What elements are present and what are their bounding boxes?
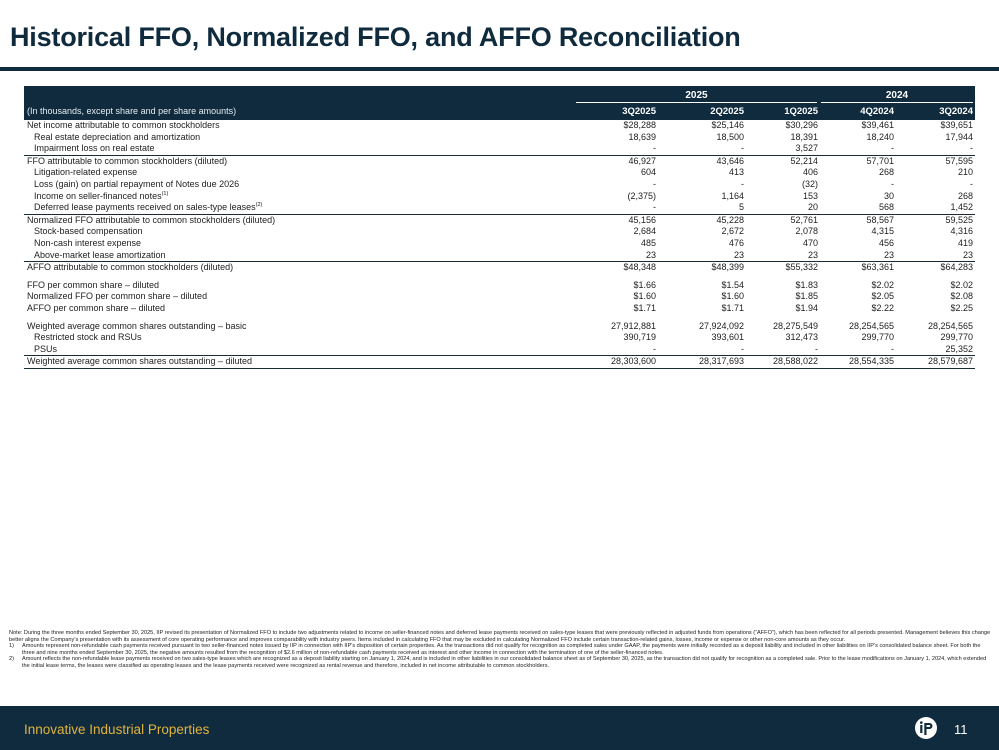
table-cell: 45,156	[628, 214, 656, 225]
table-cell: $1.71	[721, 302, 744, 313]
table-row	[24, 132, 975, 144]
footnote-2-number: 2)	[9, 656, 14, 663]
table-row	[24, 202, 975, 214]
row-label-text: Net income attributable to common stockholders	[27, 120, 220, 130]
table-cell: $63,361	[861, 262, 894, 273]
table-cell: 57,595	[945, 155, 973, 166]
row-label-text: Normalized FFO per common share – diluted	[27, 291, 208, 302]
table-row	[24, 120, 975, 132]
row-label	[27, 356, 252, 368]
table-cell: $39,461	[861, 120, 894, 130]
table-cell: 28,254,565	[927, 320, 973, 331]
footer-bar	[0, 706, 999, 750]
table-cell: 25,352	[945, 343, 973, 354]
column-header-row	[24, 106, 975, 118]
row-label	[34, 132, 200, 144]
table-cell: -	[741, 178, 744, 189]
table-row	[24, 332, 975, 344]
table-row	[24, 191, 975, 203]
table-cell: $1.66	[633, 279, 656, 290]
column-header: 1Q2025	[784, 106, 818, 117]
footnote-1	[9, 643, 991, 656]
table-cell: $2.22	[871, 302, 894, 313]
table-cell: $1.83	[795, 279, 818, 290]
table-row	[24, 143, 975, 155]
row-label-text: FFO attributable to common stockholders (diluted)	[27, 155, 228, 166]
table-cell: 18,500	[716, 131, 744, 142]
table-cell: $1.60	[633, 291, 656, 302]
column-header: 3Q2024	[939, 106, 973, 117]
table-row	[24, 321, 975, 333]
row-label	[34, 191, 168, 203]
table-row	[24, 291, 975, 303]
table-row	[24, 155, 975, 168]
table-cell: 1,452	[950, 202, 973, 213]
row-label-text: Above-market lease amortization	[34, 249, 166, 260]
table-cell: $55,332	[785, 262, 818, 273]
table-cell: $48,399	[711, 262, 744, 273]
table-cell: -	[891, 178, 894, 189]
table-cell: 23	[807, 249, 818, 260]
row-label-text: Weighted average common shares outstanding – diluted	[27, 356, 252, 367]
row-label-text: Real estate depreciation and amortization	[34, 131, 201, 142]
row-label	[34, 226, 143, 238]
table-row	[24, 250, 975, 262]
footnote-1-number: 1)	[9, 643, 14, 650]
table-cell: 268	[878, 167, 894, 178]
table-row	[24, 261, 975, 274]
table-cell: (2,375)	[627, 190, 656, 201]
row-label	[27, 280, 159, 292]
row-label	[27, 262, 233, 274]
row-label-text: Loss (gain) on partial repayment of Notes due 2026	[34, 178, 240, 189]
table-cell: 28,275,549	[772, 320, 818, 331]
table-row	[24, 355, 975, 369]
year-group-2024: 2024	[885, 90, 909, 101]
table-cell: 30	[883, 190, 894, 201]
footnote-2	[9, 656, 991, 669]
table-cell: 59,525	[945, 214, 973, 225]
row-label	[27, 291, 207, 303]
table-cell: 5	[738, 202, 744, 213]
table-cell: $25,146	[711, 120, 744, 130]
table-row	[24, 214, 975, 227]
table-cell: 2,684	[633, 226, 656, 237]
table-row	[24, 344, 975, 356]
table-row	[24, 167, 975, 179]
row-label-text: Weighted average common shares outstanding – basic	[27, 320, 247, 331]
table-cell: -	[653, 202, 656, 213]
row-label	[34, 344, 57, 356]
row-label	[34, 202, 262, 214]
table-cell: 153	[802, 190, 818, 201]
iip-logo-icon	[914, 716, 938, 740]
footnotes	[9, 630, 991, 670]
title-rule	[0, 67, 999, 71]
footnote-1-text: Amounts represent non-refundable cash payments received pursuant to two seller-financed notes issued by IIP in connection with IIP’s disposition of certain properties. As the transactions did not qualify for recognition as completed sales under GAAP, the payments were initially recorded as a deposit liability and included in other liabilities on IIP’s consolidated balance sheet. For both the three and nine months ended September 30, 2025, the negative amounts resulted from the recognition of $2.6 million of non-refundable cash payments received as interest and other income in connection with the termination of one of the seller-financed notes.	[22, 643, 981, 656]
table-cell: 45,228	[716, 214, 744, 225]
table-cell: 476	[728, 237, 744, 248]
table-cell: 28,254,565	[848, 320, 894, 331]
row-label	[27, 120, 220, 132]
table-cell: $1.54	[721, 279, 744, 290]
table-cell: 4,316	[950, 226, 973, 237]
table-cell: 2,078	[795, 226, 818, 237]
table-header	[24, 86, 975, 120]
table-cell: 27,912,881	[610, 320, 656, 331]
table-cell: 470	[802, 237, 818, 248]
table-cell: 3,527	[795, 143, 818, 154]
table-cell: $30,296	[785, 120, 818, 130]
column-header: 2Q2025	[710, 106, 744, 117]
table-cell: -	[653, 178, 656, 189]
table-cell: 18,240	[866, 131, 894, 142]
year-group-2025: 2025	[685, 90, 708, 101]
row-label	[27, 156, 227, 168]
year-group-2024-rule	[821, 102, 973, 103]
units-label: (In thousands, except share and per share amounts)	[27, 106, 237, 116]
table-cell: 43,646	[716, 155, 744, 166]
table-cell: 52,761	[790, 214, 818, 225]
table-cell: 604	[640, 167, 656, 178]
table-cell: 20	[807, 202, 818, 213]
table-cell: $2.05	[871, 291, 894, 302]
table-cell: 28,554,335	[848, 356, 894, 367]
table-cell: -	[970, 178, 973, 189]
row-label-text: AFFO attributable to common stockholders (diluted)	[27, 262, 234, 273]
row-label-text: Normalized FFO attributable to common stockholders (diluted)	[27, 214, 276, 225]
table-cell: 17,944	[945, 131, 973, 142]
table-cell: 28,303,600	[610, 356, 656, 367]
row-label	[34, 179, 239, 191]
table-cell: 312,473	[785, 332, 818, 343]
table-row	[24, 303, 975, 315]
row-label-text: Restricted stock and RSUs	[34, 332, 142, 343]
table-cell: $39,651	[940, 120, 973, 130]
table-cell: 28,317,693	[698, 356, 744, 367]
table-cell: 27,924,092	[698, 320, 744, 331]
table-cell: -	[891, 143, 894, 154]
table-cell: 23	[962, 249, 973, 260]
table-cell: 210	[957, 167, 973, 178]
page-title: Historical FFO, Normalized FFO, and AFFO Reconciliation	[10, 22, 741, 52]
row-label-text: FFO per common share – diluted	[27, 279, 160, 290]
table-cell: $1.71	[633, 302, 656, 313]
row-label	[34, 238, 141, 250]
table-cell: 23	[883, 249, 894, 260]
table-cell: 419	[957, 237, 973, 248]
table-cell: 1,164	[721, 190, 744, 201]
footnote-2-text: Amount reflects the non-refundable lease payments received on two sales-type leases which are recognized as a deposit liability starting on January 1, 2024, and is included in other liabilities in our consolidated balance sheet as of September 30, 2025, as the transaction did not qualify for recognition as a completed sale. Prior to the lease modifications on January 1, 2024, which extended the initial lease terms, the leases were classified as operating leases and the lease payments received were recognized as rental revenue and therefore, included in net income attributable to common stockholders.	[22, 656, 987, 669]
company-name: Innovative Industrial Properties	[24, 722, 210, 737]
row-label-text: AFFO per common share – diluted	[27, 302, 166, 313]
table-cell: $28,288	[623, 120, 656, 130]
table-cell: $1.94	[795, 302, 818, 313]
footnote-marker: (2)	[255, 202, 263, 209]
table-cell: 456	[878, 237, 894, 248]
row-label-text: PSUs	[34, 343, 58, 354]
table-cell: $64,283	[940, 262, 973, 273]
table-row	[24, 226, 975, 238]
table-cell: -	[891, 343, 894, 354]
row-label-text: Deferred lease payments received on sales-type leases	[34, 202, 256, 213]
table-cell: 23	[645, 249, 656, 260]
table-cell: -	[653, 143, 656, 154]
table-cell: 568	[878, 202, 894, 213]
table-cell: $48,348	[623, 262, 656, 273]
table-cell: 2,672	[721, 226, 744, 237]
table-cell: 18,639	[628, 131, 656, 142]
row-label	[34, 250, 166, 262]
table-cell: 299,770	[940, 332, 973, 343]
table-cell: $2.02	[871, 279, 894, 290]
table-cell: (32)	[801, 178, 818, 189]
table-cell: $1.60	[721, 291, 744, 302]
row-label	[34, 332, 142, 344]
table-cell: $1.85	[795, 291, 818, 302]
footnote-marker: (1)	[161, 190, 169, 197]
row-label-text: Income on seller-financed notes	[34, 190, 162, 201]
row-label-text: Non-cash interest expense	[34, 237, 142, 248]
page-number: 11	[954, 722, 968, 737]
table-cell: 268	[957, 190, 973, 201]
table-row	[24, 280, 975, 292]
row-label-text: Stock-based compensation	[34, 226, 143, 237]
row-label	[34, 167, 137, 179]
table-body	[24, 120, 975, 369]
row-label	[34, 143, 155, 155]
table-cell: 393,601	[711, 332, 744, 343]
row-label-text: Litigation-related expense	[34, 167, 138, 178]
table-cell: 23	[733, 249, 744, 260]
table-row	[24, 179, 975, 191]
table-cell: 406	[802, 167, 818, 178]
table-cell: 390,719	[623, 332, 656, 343]
table-cell: $2.02	[950, 279, 973, 290]
table-cell: 46,927	[628, 155, 656, 166]
column-header: 4Q2024	[860, 106, 894, 117]
table-cell: 57,701	[866, 155, 894, 166]
table-cell: 485	[640, 237, 656, 248]
table-cell: $2.25	[950, 302, 973, 313]
table-cell: 28,588,022	[772, 356, 818, 367]
reconciliation-table	[24, 86, 975, 369]
table-cell: 58,567	[866, 214, 894, 225]
row-label-text: Impairment loss on real estate	[34, 143, 155, 154]
table-cell: -	[653, 343, 656, 354]
row-label	[27, 215, 275, 227]
note-main: Note: During the three months ended September 30, 2025, IIP revised its presentation of Normalized FFO to include two adjustments related to income on seller-financed notes and deferred lease payments received on sales-type leases that were previously reflected in adjusted funds from operations (“AFFO”), which has been reflected for all periods presented. Management believes this change better aligns the Company’s presentation with its assessment of core operating performance and improves comparability with industry peers. Items included in calculating FFO that may be excluded in calculating Normalized FFO include certain transaction-related gains, losses, income or expense or other non-core amounts as they occur.	[9, 630, 991, 643]
table-cell: -	[970, 143, 973, 154]
table-cell: 413	[728, 167, 744, 178]
table-row	[24, 238, 975, 250]
row-label	[27, 303, 165, 315]
table-cell: 299,770	[861, 332, 894, 343]
table-cell: -	[741, 143, 744, 154]
table-cell: 4,315	[871, 226, 894, 237]
column-header: 3Q2025	[622, 106, 656, 117]
table-cell: 52,214	[790, 155, 818, 166]
table-cell: $2.08	[950, 291, 973, 302]
table-cell: -	[815, 343, 818, 354]
row-label	[27, 321, 246, 333]
table-cell: 18,391	[790, 131, 818, 142]
table-cell: -	[741, 343, 744, 354]
year-group-2025-rule	[576, 102, 817, 103]
table-cell: 28,579,687	[927, 356, 973, 367]
